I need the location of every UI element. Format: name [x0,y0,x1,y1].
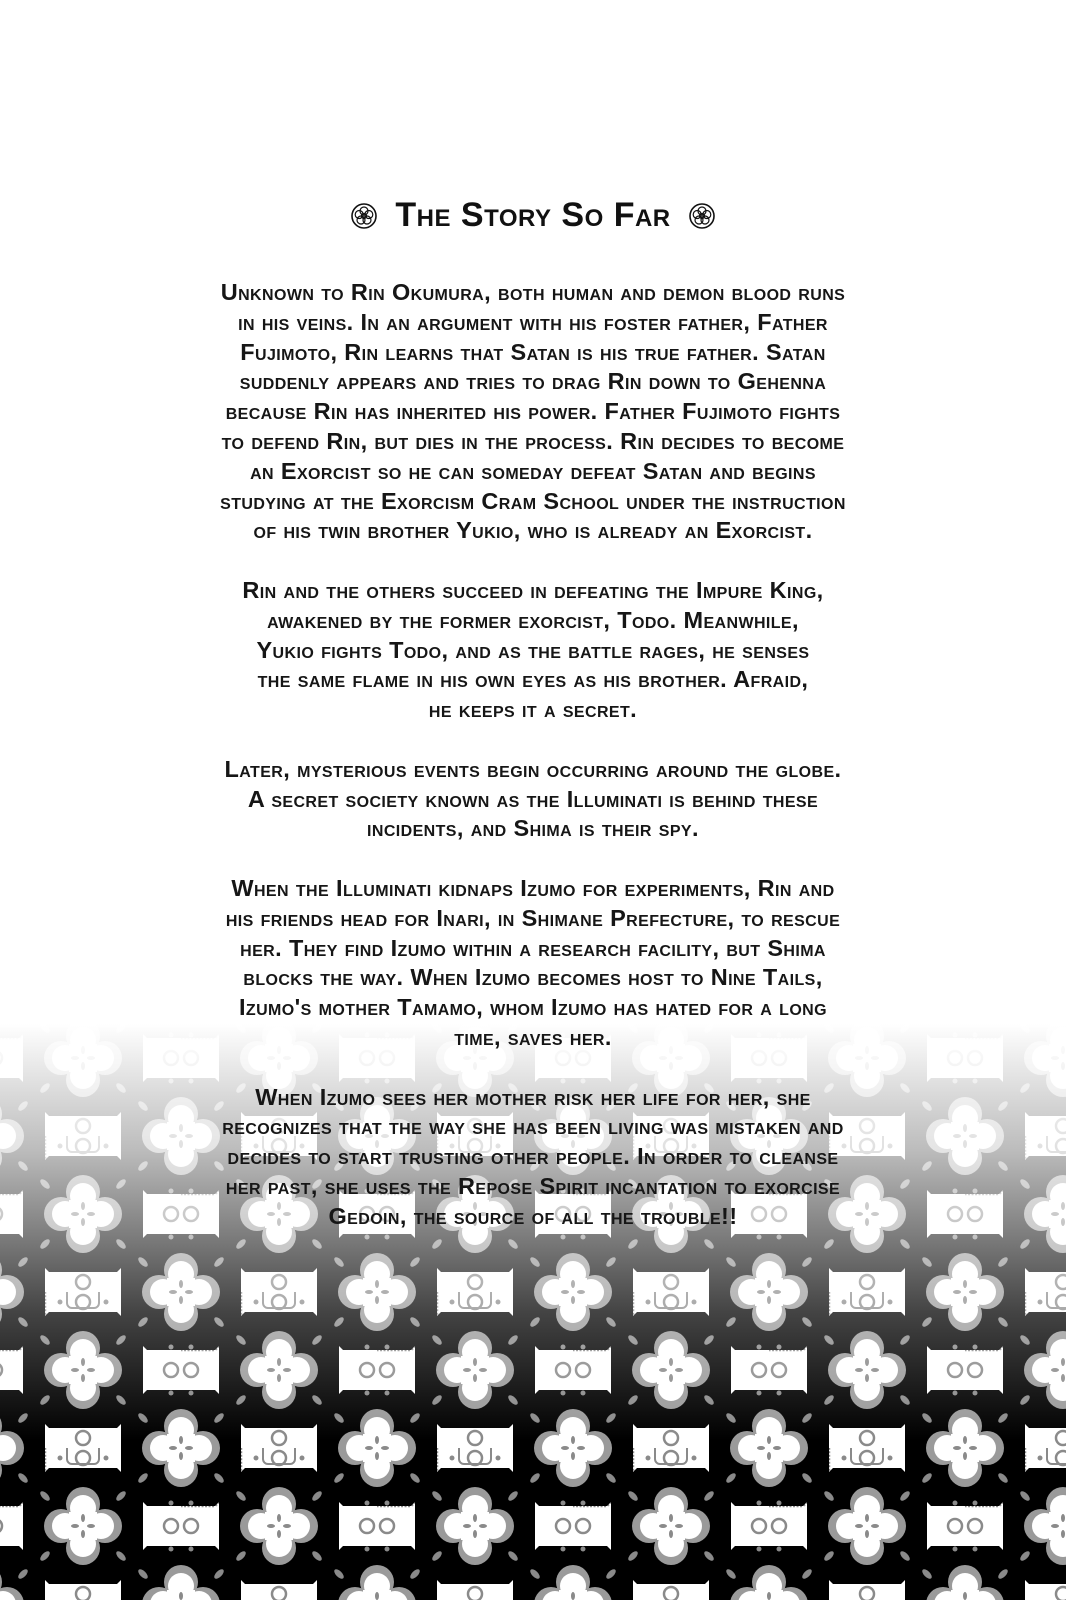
story-paragraph [0,278,1066,546]
story-line: her past, she uses the Repose Spirit incantation to exorcise [225,1172,841,1199]
story-line: because Rin has inherited his power. Father Fujimoto fights [225,398,841,425]
story-line: Yukio fights Todo, and as the battle rages, he senses [256,636,810,663]
page-title: The Story So Far [395,196,671,234]
story-paragraph [0,576,1066,725]
story-line: Gedoin, the source of all the trouble!! [328,1202,738,1229]
story-line: When the Illuminati kidnaps Izumo for experiments, Rin and [231,874,835,901]
rosette-icon [351,203,377,229]
story-line: Izumo's mother Tamamo, whom Izumo has hated for a long [239,994,827,1021]
story-line: blocks the way. When Izumo becomes host to Nine Tails, [243,964,823,991]
story-line: Later, mysterious events begin occurring around the globe. [224,755,842,782]
story-line: he keeps it a secret. [428,696,638,723]
story-line: in his veins. In an argument with his foster father, Father [238,308,828,335]
rosette-icon [689,203,715,229]
story-line: her. They find Izumo within a research facility, but Shima [240,934,826,961]
story-line: awakened by the former exorcist, Todo. Meanwhile, [267,606,799,633]
story-line: the same flame in his own eyes as his brother. Afraid, [257,666,809,693]
story-line: incidents, and Shima is their spy. [367,815,699,842]
story-line: suddenly appears and tries to drag Rin down to Gehenna [239,368,827,395]
story-line: his friends head for Inari, in Shimane Prefecture, to rescue [225,904,841,931]
story-text [0,278,1066,1261]
story-line: When Izumo sees her mother risk her life for her, she [255,1083,811,1110]
story-line: an Exorcist so he can someday defeat Satan and begins [250,457,816,484]
story-paragraph [0,1083,1066,1232]
story-line: Rin and the others succeed in defeating the Impure King, [242,576,824,603]
story-line: to defend Rin, but dies in the process. Rin decides to become [221,427,845,454]
story-line: A secret society known as the Illuminati is behind these [247,785,819,812]
story-line: decides to start trusting other people. In order to cleanse [227,1143,839,1170]
story-line: of his twin brother Yukio, who is already an Exorcist. [253,517,813,544]
story-paragraph [0,874,1066,1053]
story-line: recognizes that the way she has been living was mistaken and [222,1113,844,1140]
story-line: Fujimoto, Rin learns that Satan is his true father. Satan [240,338,826,365]
story-paragraph [0,755,1066,844]
story-line: studying at the Exorcism Cram School under the instruction [220,487,846,514]
title-row [0,196,1066,235]
story-line: Unknown to Rin Okumura, both human and demon blood runs [220,279,846,305]
story-line: time, saves her. [454,1023,612,1050]
